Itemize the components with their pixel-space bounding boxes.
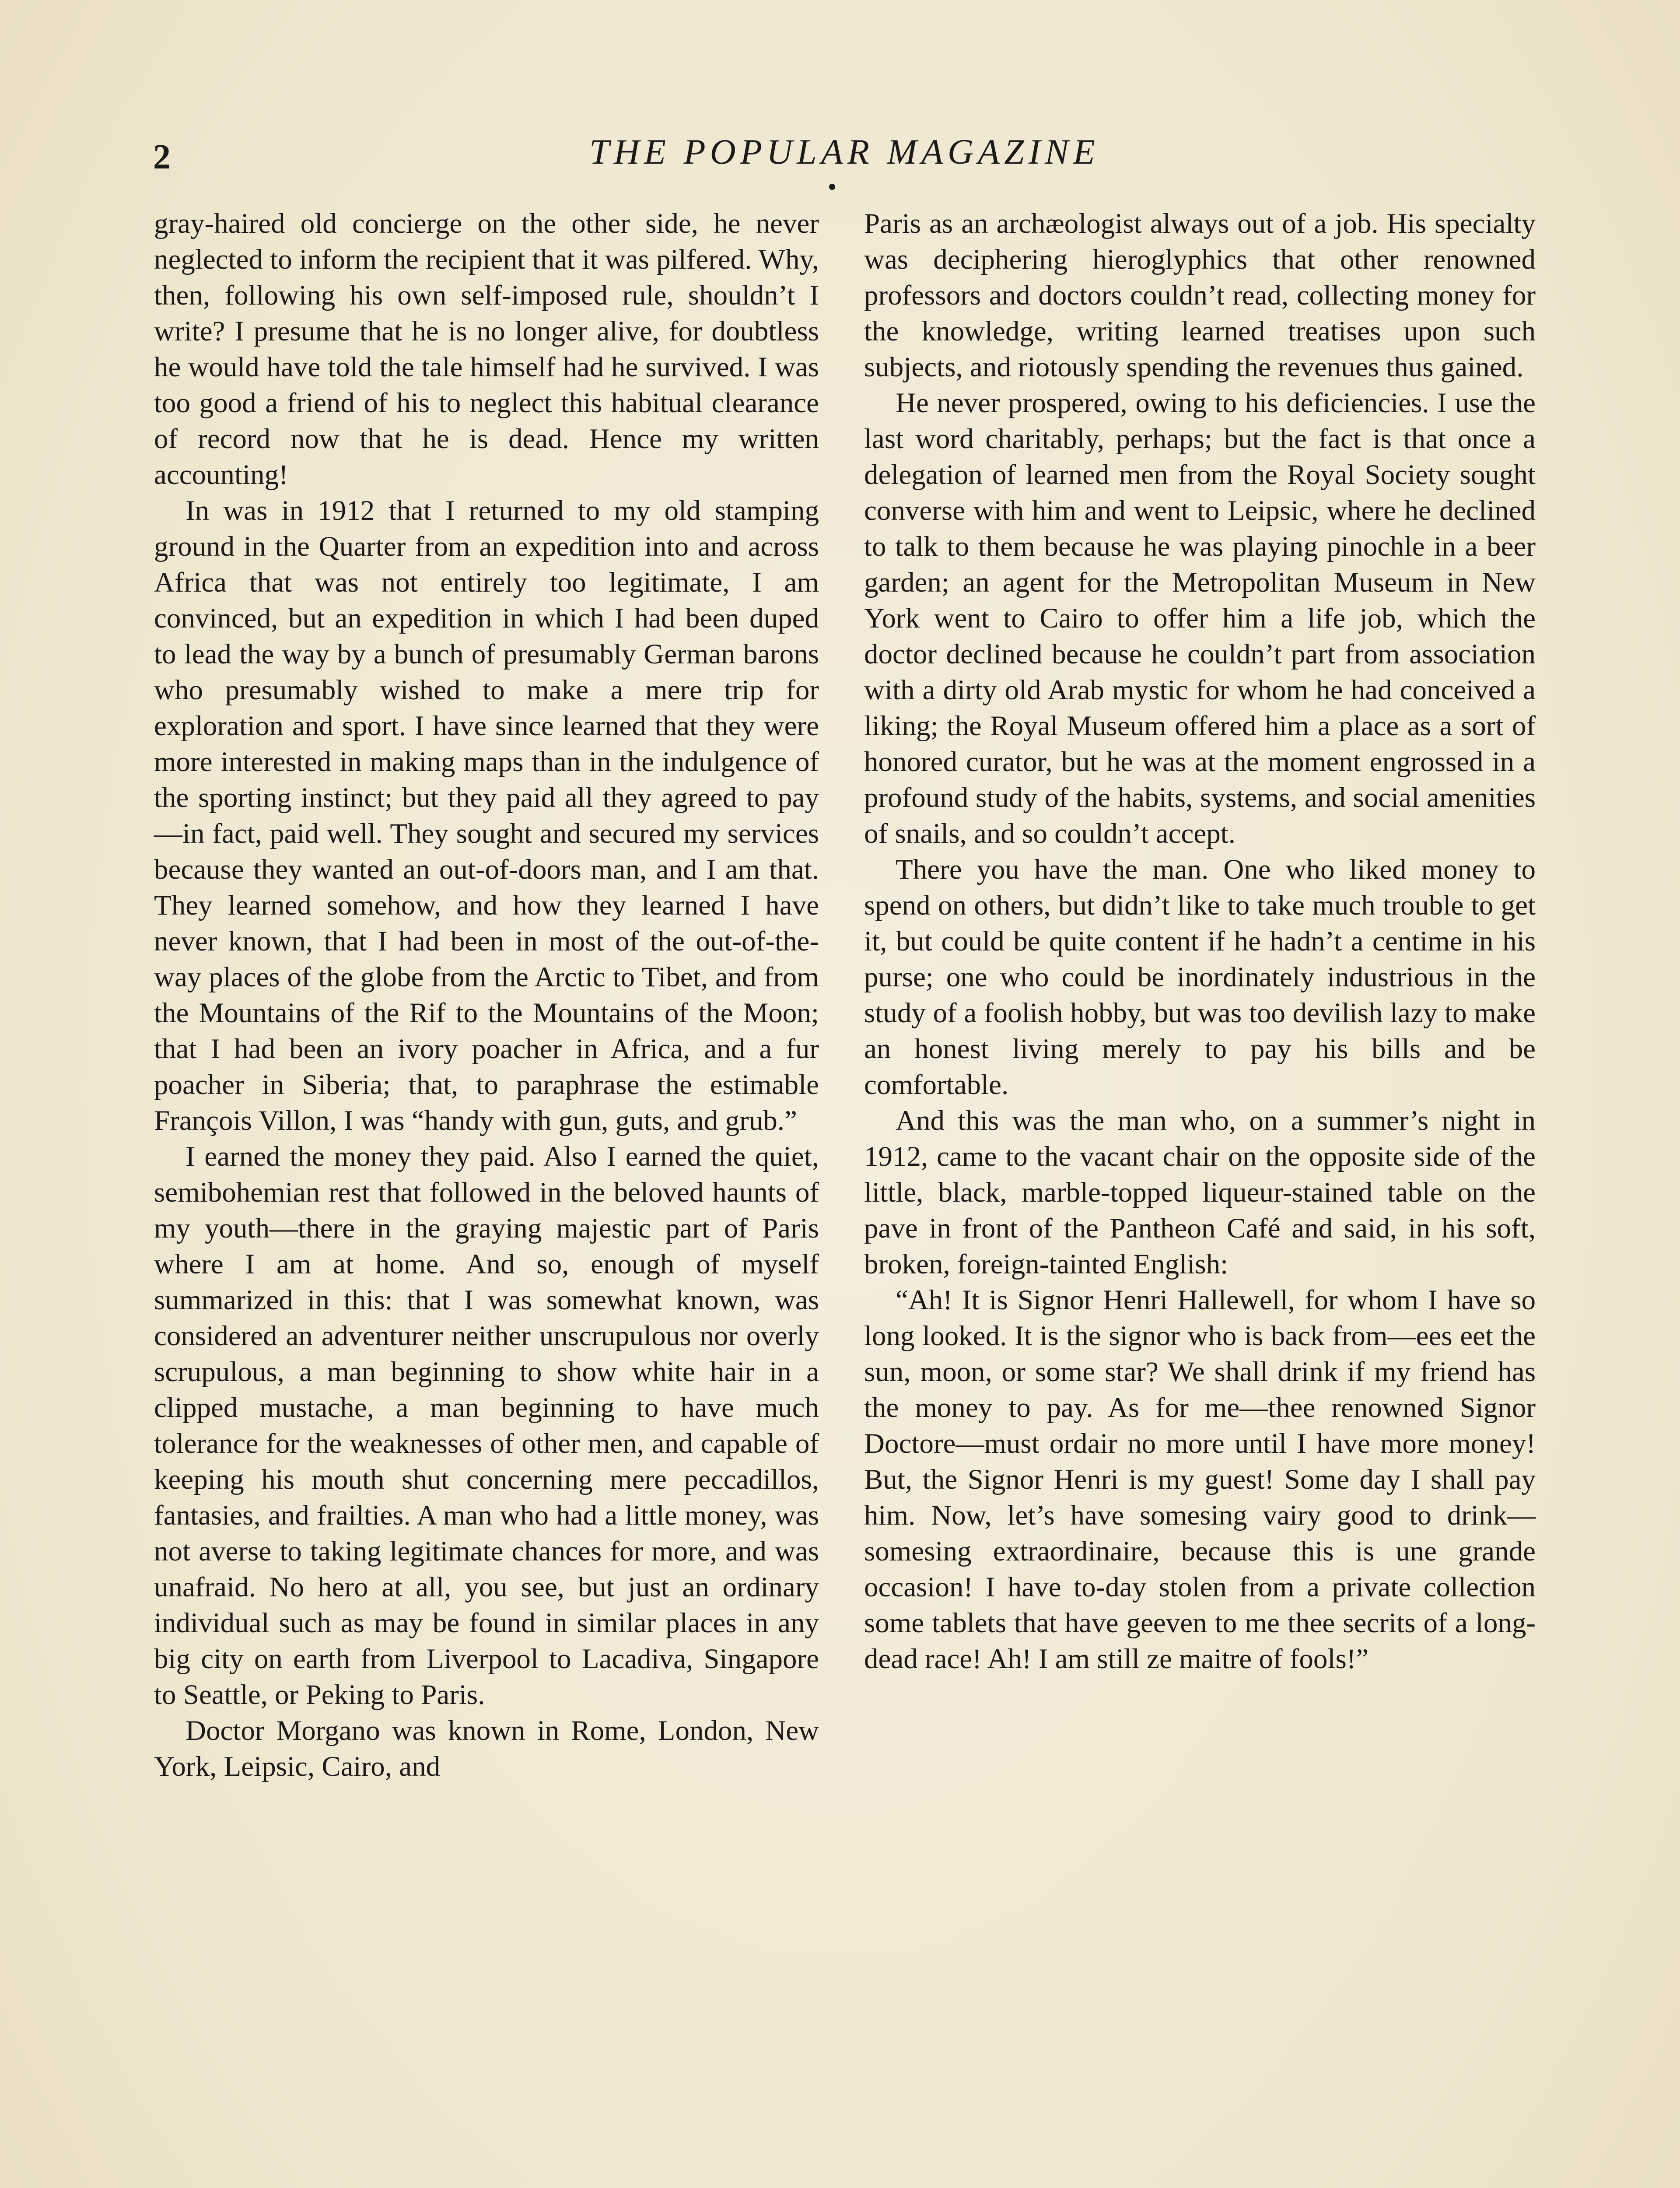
paragraph: gray-haired old concierge on the other side, he never neglected to inform the recipient that it was pilfered. Why, then, following his own self-imposed rule, shouldn’t I write? I presume that he is no longer alive, for doubtless he would have told the tale himself had he survived. I was too good a friend of his to neglect this habitual clearance of record now that he is dead. Hence my written accounting! bbox=[154, 208, 819, 491]
paragraph: And this was the man who, on a summer’s night in 1912, came to the vacant chair on the opposite side of the little, black, marble-topped liqueur-stained table on the pave in front of the Pantheon Café and said, in his soft, broken, foreign-tainted English: bbox=[864, 1105, 1536, 1280]
header-ornament-dot bbox=[829, 184, 835, 190]
paragraph: He never prospered, owing to his deficiencies. I use the last word charitably, perhaps; but the fact is that once a delegation of learned men from the Royal Society sought converse with him and went to Leipsic, where he declined to talk to them because he was playing pinochle in a beer garden; an agent for the Metropolitan Museum in New York went to Cairo to offer him a life job, which the doctor declined because he couldn’t part from association with a dirty old Arab mystic for whom he had conceived a liking; the Royal Museum offered him a place as a sort of honored curator, but he was at the moment engrossed in a profound study of the habits, systems, and social amenities of snails, and so couldn’t accept. bbox=[864, 387, 1536, 849]
paragraph: In was in 1912 that I returned to my old stamping ground in the Quarter from an expedition into and across Africa that was not entirely too legitimate, I am convinced, but an expedition in which I had been duped to lead the way by a bunch of presumably German barons who presumably wished to make a mere trip for exploration and sport. I have since learned that they were more interested in making maps than in the indulgence of the sporting instinct; but they paid all they agreed to pay—in fact, paid well. They sought and secured my services because they wanted an out-of-doors man, and I am that. They learned somehow, and how they learned I have never known, that I had been in most of the out-of-the-way places of the globe from the Arctic to Tibet, and from the Mountains of the Rif to the Mountains of the Moon; that I had been an ivory poacher in Africa, and a fur poacher in Siberia; that, to paraphrase the estimable François Villon, I was “handy with gun, guts, and grub.” bbox=[154, 495, 819, 1136]
paragraph: “Ah! It is Signor Henri Hallewell, for whom I have so long looked. It is the signor who is back from—ees eet the sun, moon, or some star? We shall drink if my friend has the money to pay. As for me—thee renowned Signor Doctore—must ordair no more until I have more money! But, the Signor Henri is my guest! Some day I shall pay him. Now, let’s have somesing vairy good to drink—somesing extraordinaire, because this is une grande occasion! I have to-day stolen from a private collection some tablets that have geeven to me thee secrits of a long-dead race! Ah! I am still ze maitre of fools!” bbox=[864, 1284, 1536, 1675]
paragraph: Paris as an archæologist always out of a job. His specialty was deciphering hieroglyphics that other renowned professors and doctors couldn’t read, collecting money for the knowledge, writing learned treatises upon such subjects, and riotously spending the revenues thus gained. bbox=[864, 208, 1536, 383]
page-number: 2 bbox=[153, 138, 171, 176]
page-header bbox=[149, 131, 1540, 188]
right-column bbox=[864, 206, 1536, 1677]
paragraph: There you have the man. One who liked money to spend on others, but didn’t like to take much trouble to get it, but could be quite content if he hadn’t a centime in his purse; one who could be inordinately industrious in the study of a foolish hobby, but was too devilish lazy to make an honest living merely to pay his bills and be comfortable. bbox=[864, 854, 1536, 1101]
paragraph: I earned the money they paid. Also I earned the quiet, semibohemian rest that followed in the beloved haunts of my youth—there in the graying majestic part of Paris where I am at home. And so, enough of myself summarized in this: that I was somewhat known, was considered an adventurer neither unscrupulous nor overly scrupulous, a man beginning to show white hair in a clipped mustache, a man beginning to have much tolerance for the weaknesses of other men, and capable of keeping his mouth shut concerning mere peccadillos, fantasies, and frailties. A man who had a little money, was not averse to taking legitimate chances for more, and was unafraid. No hero at all, you see, but just an ordinary individual such as may be found in similar places in any big city on earth from Liverpool to Lacadiva, Singapore to Seattle, or Peking to Paris. bbox=[154, 1141, 819, 1711]
magazine-title: THE POPULAR MAGAZINE bbox=[589, 132, 1099, 172]
left-column bbox=[154, 206, 819, 1785]
paragraph: Doctor Morgano was known in Rome, London, New York, Leipsic, Cairo, and bbox=[154, 1715, 819, 1782]
